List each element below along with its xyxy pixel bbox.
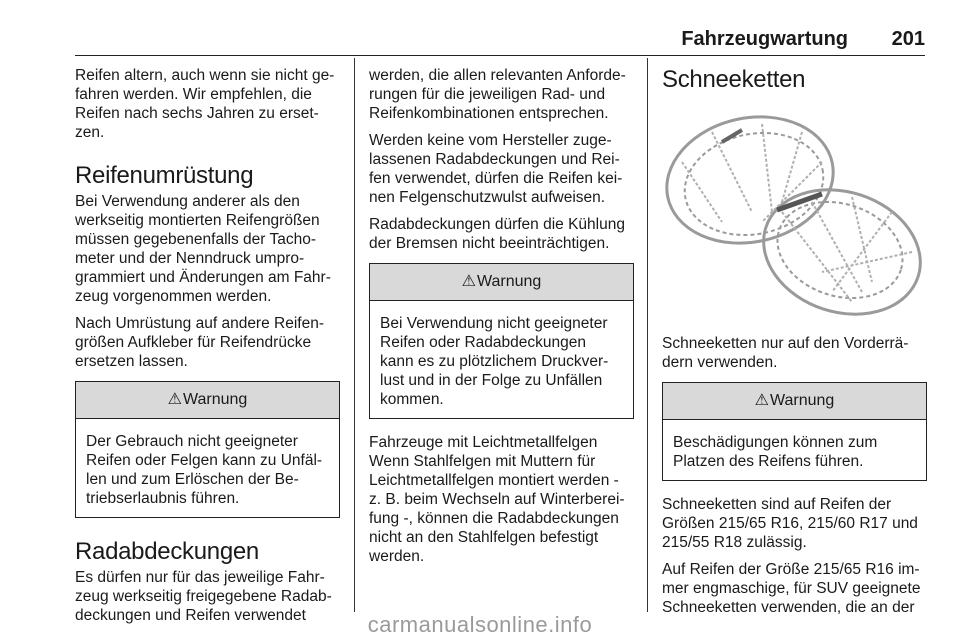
warning-title: Warnung (770, 392, 835, 409)
snow-chain-icon (662, 102, 927, 322)
warning-header (76, 382, 339, 419)
paragraph: Nach Umrüstung auf andere Reifen-größen Aufkleber für Reifendrücke ersetzen lassen. (75, 315, 324, 370)
heading-schneeketten: Schneeketten (662, 66, 806, 93)
warning-text: Der Gebrauch nicht geeigneter Reifen oder Felgen kann zu Unfäl-len und zum Erlöschen der Be-triebserlaubnis führen. (86, 433, 323, 507)
warning-title: Warnung (477, 273, 542, 290)
warning-box (369, 263, 634, 419)
warning-box (662, 382, 927, 481)
paragraph: Bei Verwendung anderer als den werkseitig montierten Reifengrößen müssen gegebenenfalls der Tacho-meter und der Nenndruck umpro-grammiert und Änderungen am Fahr-zeug vorgenommen werden. (75, 193, 331, 305)
page-header (0, 0, 960, 56)
paragraph: Werden keine vom Hersteller zuge-lassenen Radabdeckungen und Rei-fen verwendet, dürfen die Reifen kei-nen Felgenschutzwulst aufweisen. (369, 132, 623, 206)
column-divider (647, 58, 648, 612)
warning-title: Warnung (183, 391, 248, 408)
header-rule (75, 55, 925, 56)
column-divider (354, 58, 355, 612)
section-title: Fahrzeugwartung (681, 28, 848, 50)
column-middle (369, 66, 634, 574)
paragraph: Auf Reifen der Größe 215/65 R16 im-mer engmaschige, für SUV geeignete Schneeketten verwenden, die an der (662, 561, 921, 616)
warning-header (663, 383, 926, 420)
snow-chain-illustration (662, 102, 927, 322)
warning-triangle-icon: ⚠ (167, 391, 182, 408)
paragraph: Reifen altern, auch wenn sie nicht ge-fahren werden. Wir empfehlen, die Reifen nach sechs Jahren zu erset-zen. (75, 67, 335, 141)
warning-box (75, 381, 340, 518)
paragraph: Fahrzeuge mit Leichtmetallfelgen Wenn Stahlfelgen mit Muttern für Leichtmetallfelgen montiert werden - z. B. beim Wechseln auf Winterberei-fung -, können die Radabdeckungen nicht an den Stahlfelgen befestigt werden. (369, 434, 625, 565)
page-number: 201 (891, 28, 925, 50)
warning-text: Beschädigungen können zum Platzen des Reifens führen. (673, 434, 878, 470)
warning-text: Bei Verwendung nicht geeigneter Reifen oder Radabdeckungen kann es zu plötzlichem Druckver-lust und in der Folge zu Unfällen kommen. (380, 315, 609, 408)
watermark: carmanualsonline.info (367, 612, 593, 637)
warning-triangle-icon: ⚠ (461, 273, 476, 290)
column-right (662, 66, 927, 625)
paragraph: Schneeketten nur auf den Vorderrä-dern verwenden. (662, 335, 909, 371)
heading-reifenumruestung: Reifenumrüstung (75, 162, 254, 189)
paragraph: Schneeketten sind auf Reifen der Größen 215/65 R16, 215/60 R17 und 215/55 R18 zulässig. (662, 496, 918, 551)
warning-triangle-icon: ⚠ (754, 392, 769, 409)
paragraph: Es dürfen nur für das jeweilige Fahr-zeug werkseitig freigegebene Radab-deckungen und Reifen verwendet (75, 569, 332, 624)
warning-header (370, 264, 633, 301)
heading-radabdeckungen: Radabdeckungen (75, 538, 259, 565)
paragraph: Radabdeckungen dürfen die Kühlung der Bremsen nicht beeinträchtigen. (369, 216, 625, 252)
column-left (75, 66, 340, 633)
paragraph: werden, die allen relevanten Anforde-rungen für die jeweiligen Rad- und Reifenkombinationen entsprechen. (369, 67, 626, 122)
